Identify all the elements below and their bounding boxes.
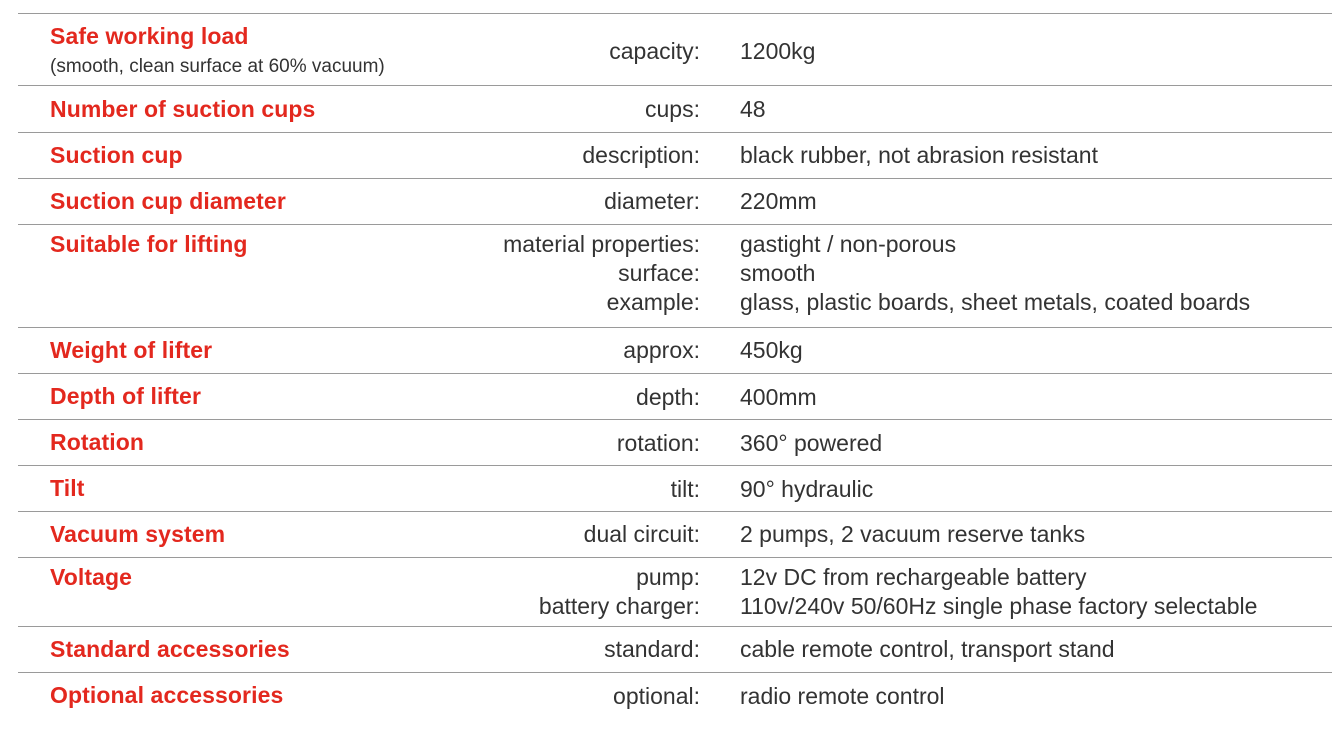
spec-line [18,141,1332,170]
spec-line [18,37,1332,66]
spec-line [18,95,1332,124]
spec-line [18,592,1332,621]
spec-line [18,635,1332,664]
spec-label: example: [606,289,700,315]
spec-line [18,230,1332,259]
spec-title: Vacuum system [50,521,226,547]
spec-value: glass, plastic boards, sheet metals, coated boards [740,289,1251,315]
spec-lines [18,336,1332,365]
spec-label: tilt: [670,476,700,502]
spec-line [18,429,1332,458]
spec-row [18,374,1332,420]
spec-value: 220mm [740,188,817,214]
spec-value: 110v/240v 50/60Hz single phase factory selectable [740,593,1258,619]
spec-row [18,179,1332,225]
spec-line [18,187,1332,216]
spec-lines [18,95,1332,124]
spec-row [18,225,1332,328]
spec-title: Optional accessories [50,682,284,708]
spec-row [18,420,1332,466]
spec-lines [18,520,1332,549]
spec-title: Suitable for lifting [50,231,248,257]
spec-lines [18,37,1332,66]
spec-lines [18,635,1332,664]
spec-value: 360° powered [740,430,883,456]
spec-value: cable remote control, transport stand [740,636,1115,662]
spec-value: 90° hydraulic [740,476,874,502]
spec-label: capacity: [609,38,700,64]
spec-title: Weight of lifter [50,337,213,363]
spec-table [18,13,1332,719]
spec-title: Suction cup [50,142,183,168]
spec-label: battery charger: [538,593,700,619]
spec-row [18,328,1332,374]
spec-line [18,563,1332,592]
spec-label: pump: [636,564,700,590]
spec-value: 48 [740,96,766,122]
spec-lines [18,429,1332,458]
spec-label: material properties: [503,231,700,257]
spec-title: Standard accessories [50,636,290,662]
spec-label: description: [582,142,700,168]
spec-label: optional: [613,683,700,709]
spec-line [18,336,1332,365]
spec-value: 1200kg [740,38,816,64]
spec-value: radio remote control [740,683,945,709]
spec-label: dual circuit: [583,521,700,547]
spec-value: black rubber, not abrasion resistant [740,142,1098,168]
spec-row [18,512,1332,558]
spec-lines [18,563,1332,621]
spec-lines [18,187,1332,216]
spec-row [18,466,1332,512]
spec-title: Suction cup diameter [50,188,286,214]
spec-title: Number of suction cups [50,96,316,122]
spec-title: Rotation [50,429,145,455]
spec-label: rotation: [616,430,700,456]
spec-label: cups: [645,96,700,122]
spec-line [18,383,1332,412]
spec-row [18,86,1332,133]
spec-label: standard: [604,636,700,662]
spec-row [18,14,1332,86]
spec-lines [18,682,1332,711]
spec-label: approx: [623,337,700,363]
spec-title: Depth of lifter [50,383,201,409]
spec-title: Safe working load [50,23,249,49]
spec-line [18,682,1332,711]
spec-line [18,520,1332,549]
spec-label: diameter: [604,188,700,214]
spec-value: 450kg [740,337,803,363]
spec-value: 400mm [740,384,817,410]
spec-value: gastight / non-porous [740,231,957,257]
spec-line [18,288,1332,317]
spec-label: surface: [618,260,700,286]
spec-value: 12v DC from rechargeable battery [740,564,1087,590]
spec-title: Tilt [50,475,85,501]
spec-note: (smooth, clean surface at 60% vacuum) [50,56,385,77]
spec-lines [18,230,1332,317]
spec-value: smooth [740,260,816,286]
spec-row [18,627,1332,673]
spec-value: 2 pumps, 2 vacuum reserve tanks [740,521,1086,547]
spec-lines [18,383,1332,412]
spec-line [18,475,1332,504]
spec-label: depth: [636,384,700,410]
spec-lines [18,475,1332,504]
spec-lines [18,141,1332,170]
spec-line [18,259,1332,288]
spec-row [18,558,1332,627]
spec-row [18,133,1332,179]
spec-title: Voltage [50,564,133,590]
spec-row [18,673,1332,719]
